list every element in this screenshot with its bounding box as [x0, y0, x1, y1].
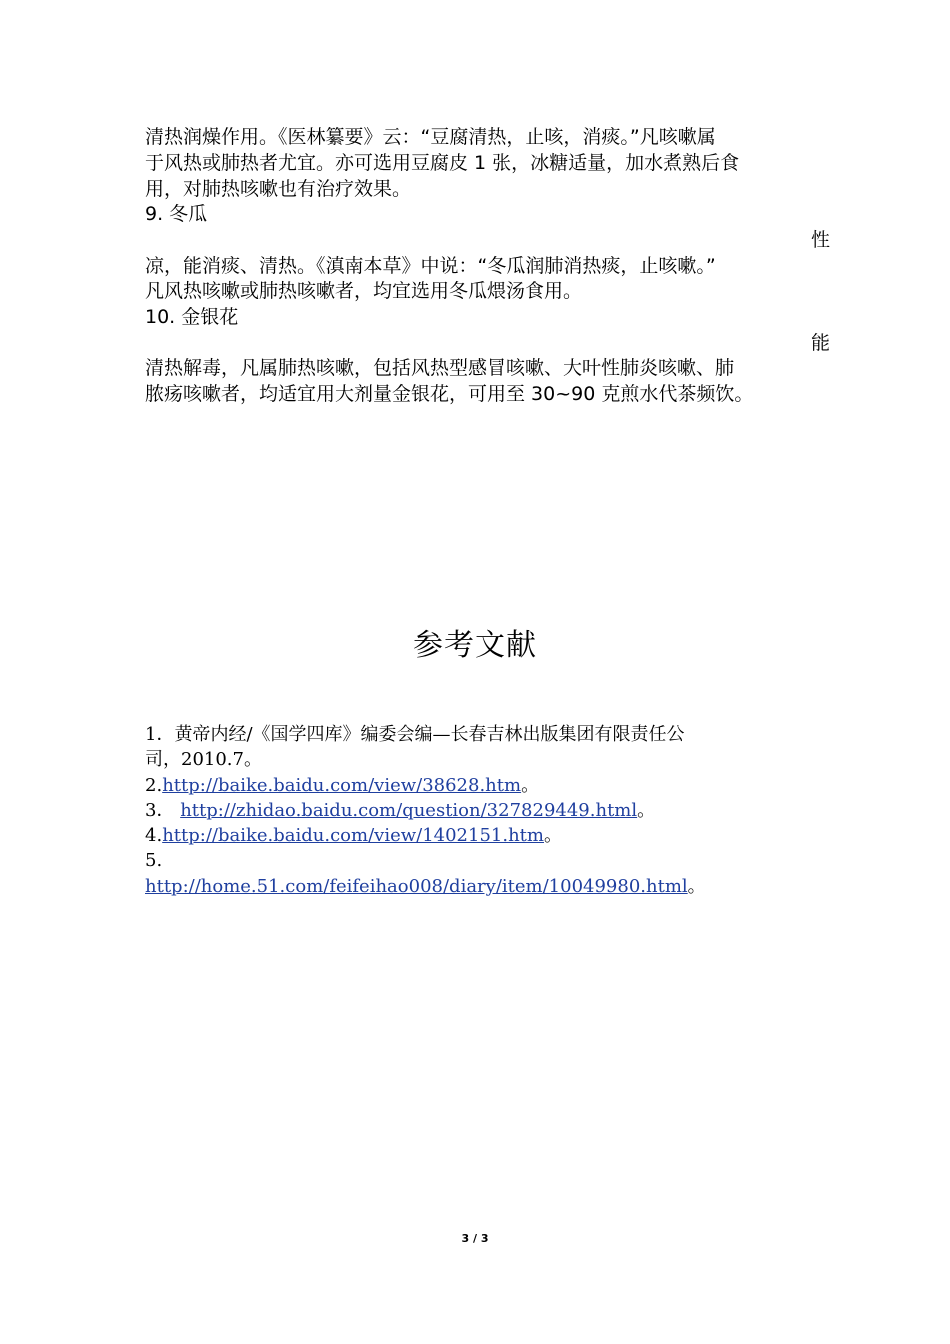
item-9-lead: 性	[810, 229, 830, 251]
reference-3-suffix: 。	[637, 800, 656, 821]
reference-3-number: 3．	[145, 800, 181, 821]
item-10-line-1: 清热解毒，凡属肺热咳嗽，包括风热型感冒咳嗽、大叶性肺炎咳嗽、肺	[145, 357, 735, 379]
reference-4-number: 4.	[145, 825, 163, 846]
reference-5-number: 5.	[145, 850, 163, 871]
reference-5-suffix: 。	[687, 876, 706, 897]
reference-3-link[interactable]: http://zhidao.baidu.com/question/327829449.html	[180, 800, 638, 821]
reference-5-link[interactable]: http://home.51.com/feifeihao008/diary/item/10049980.html	[145, 876, 688, 897]
item-10-lead: 能	[810, 332, 830, 354]
reference-1-line-1: 1．黄帝内经/《国学四库》编委会编—长春吉林出版集团有限责任公	[145, 724, 685, 745]
item-9-title: 9. 冬瓜	[145, 203, 208, 225]
page-number: 3 / 3	[461, 1232, 489, 1245]
reference-2-suffix: 。	[521, 775, 540, 796]
item-9-line-1: 凉，能消痰、清热。《滇南本草》中说：“冬瓜润肺消热痰，止咳嗽。”	[145, 255, 716, 277]
item-9-line-2: 凡风热咳嗽或肺热咳嗽者，均宜选用冬瓜煨汤食用。	[145, 280, 583, 302]
reference-4-suffix: 。	[543, 825, 562, 846]
item-10-title: 10. 金银花	[145, 306, 239, 328]
item-10-line-2: 脓疡咳嗽者，均适宜用大剂量金银花，可用至 30~90 克煎水代茶频饮。	[145, 383, 754, 405]
reference-1-line-2: 司，2010.7。	[145, 749, 262, 770]
paragraph-tofu-line-1: 清热润燥作用。《医林纂要》云：“豆腐清热，止咳，消痰。”凡咳嗽属	[145, 126, 716, 148]
paragraph-tofu-line-2: 于风热或肺热者尤宜。亦可选用豆腐皮 1 张，冰糖适量，加水煮熟后食	[145, 152, 740, 174]
reference-5	[145, 874, 845, 899]
paragraph-tofu-line-3: 用，对肺热咳嗽也有治疗效果。	[145, 178, 412, 200]
reference-2-link[interactable]: http://baike.baidu.com/view/38628.htm	[162, 775, 522, 796]
reference-4-link[interactable]: http://baike.baidu.com/view/1402151.htm	[162, 825, 544, 846]
reference-2	[145, 773, 845, 798]
references-heading: 参考文献	[413, 628, 537, 663]
reference-4	[145, 823, 845, 848]
reference-3	[145, 798, 845, 823]
reference-2-number: 2.	[145, 775, 163, 796]
